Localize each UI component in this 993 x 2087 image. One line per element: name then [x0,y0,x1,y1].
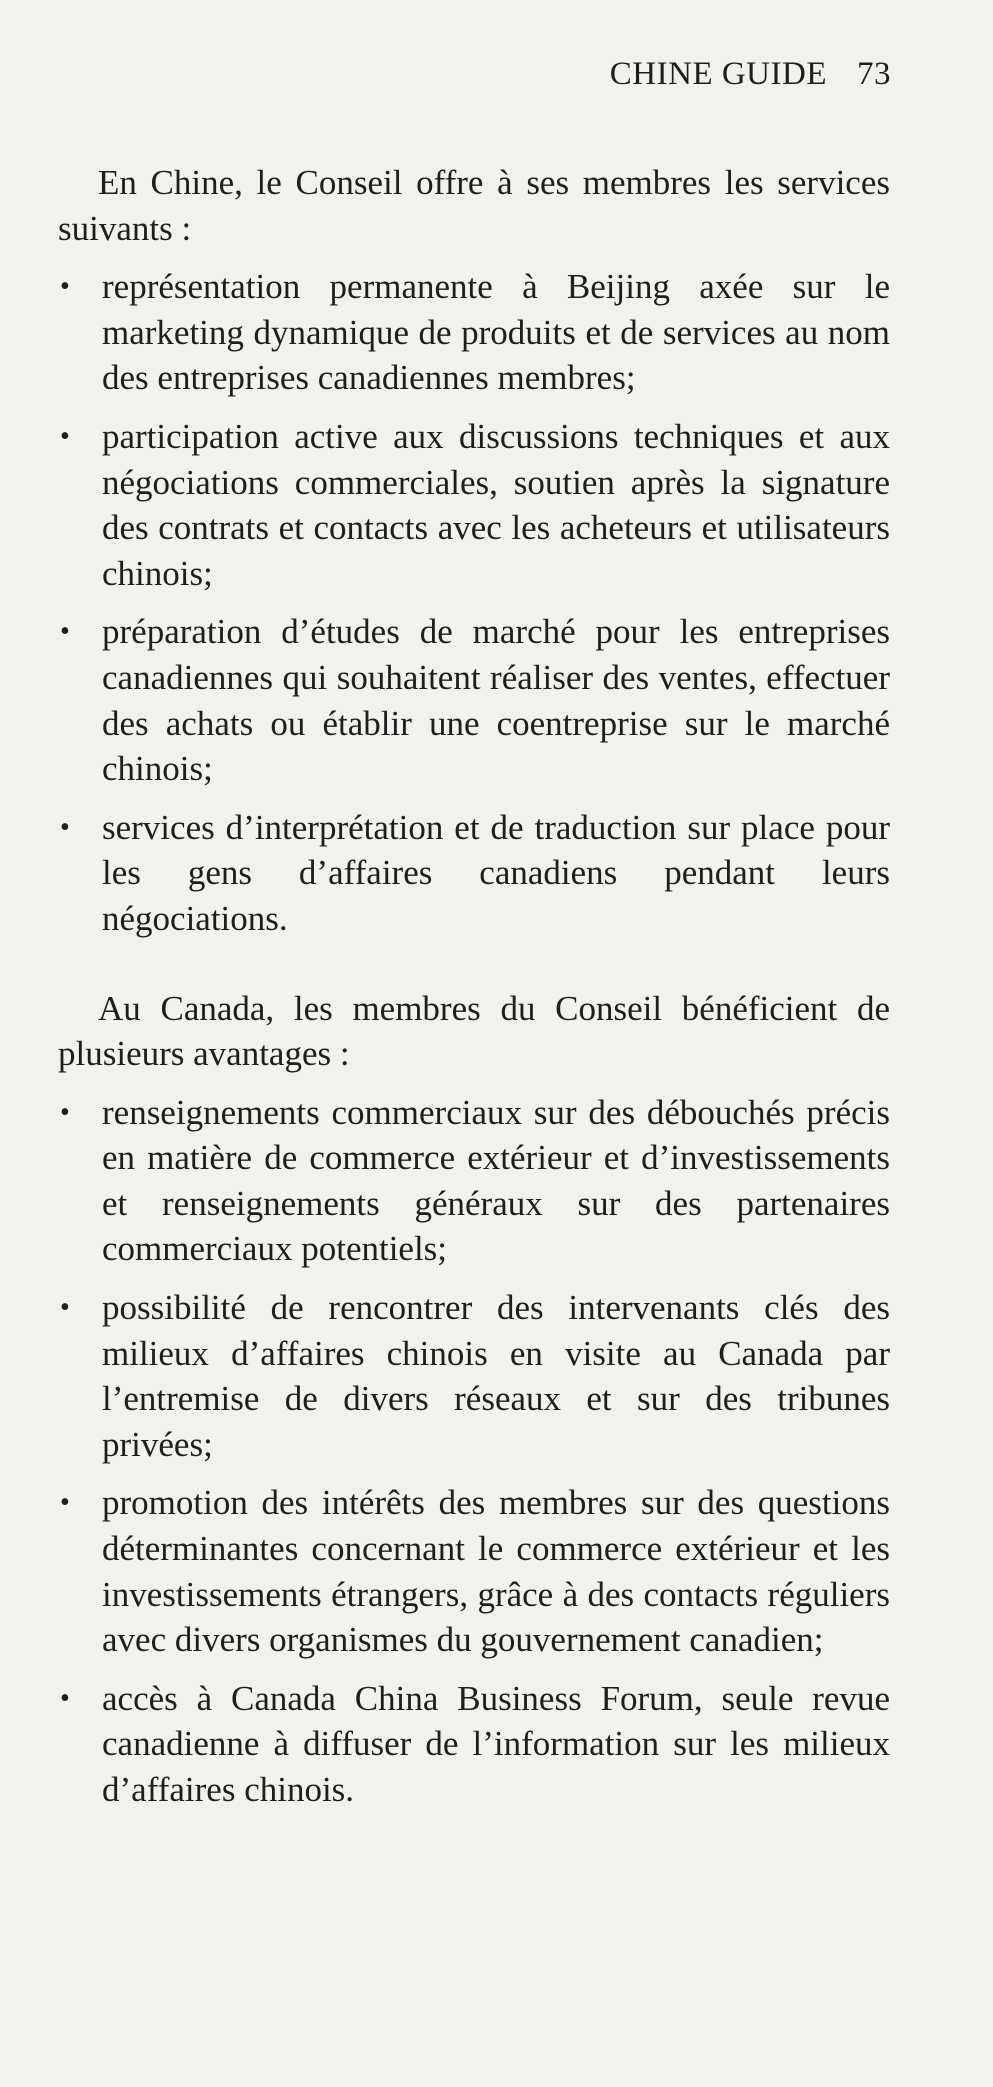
china-services-list [58,264,890,941]
list-item-text: renseignements commerciaux sur des débouchés précis en matière de commerce extérieur et d’investissements et renseignements généraux sur des partenaires commerciaux potentiels; [102,1092,890,1269]
bullet-icon: • [60,1682,70,1714]
bullet-icon: • [60,1487,70,1519]
bullet-icon: • [60,811,70,843]
running-title: CHINE GUIDE [609,56,827,92]
list-item-text: possibilité de rencontrer des intervenants clés des milieux d’affaires chinois en visite au Canada par l’entremise de divers réseaux et sur des tribunes privées; [102,1288,890,1464]
bullet-icon: • [60,1292,70,1324]
list-item-text: représentation permanente à Beijing axée sur le marketing dynamique de produits et de services au nom des entreprises canadiennes membres; [102,267,890,398]
list-item [58,1676,890,1813]
list-item-text: accès à Canada China Business Forum, seule revue canadienne à diffuser de l’information sur les milieux d’affaires chinois. [102,1678,890,1809]
paragraph-china-intro: En Chine, le Conseil offre à ses membres les services suivants : [58,163,890,248]
page-number: 73 [857,56,891,92]
list-item-text: préparation d’études de marché pour les entreprises canadiennes qui souhaitent réaliser des ventes, effectuer des achats ou établir une coentreprise sur le marché chinois; [102,612,890,789]
list-item [58,805,890,942]
list-item [58,609,890,791]
list-item [58,1090,890,1272]
running-header [610,56,891,93]
list-item [58,1285,890,1467]
bullet-icon: • [60,1096,70,1128]
bullet-icon: • [60,420,70,452]
list-item [58,1480,890,1662]
body-text [58,160,890,1813]
paragraph-canada-intro: Au Canada, les membres du Conseil bénéficient de plusieurs avantages : [58,988,890,1074]
list-item-text: services d’interprétation et de traduction sur place pour les gens d’affaires canadiens pendant leurs négociations. [102,807,890,938]
list-item-text: promotion des intérêts des membres sur des questions déterminantes concernant le commerce extérieur et les investissements étrangers, grâce à des contacts réguliers avec divers organismes du gouvernement canadien; [102,1483,890,1660]
bullet-icon: • [60,271,70,303]
list-item-text: participation active aux discussions techniques et aux négociations commerciales, soutien après la signature des contrats et contacts avec les acheteurs et utilisateurs chinois; [102,416,890,593]
list-item [58,264,890,401]
canada-benefits-list [58,1090,890,1813]
bullet-icon: • [60,616,70,648]
list-item [58,414,890,596]
